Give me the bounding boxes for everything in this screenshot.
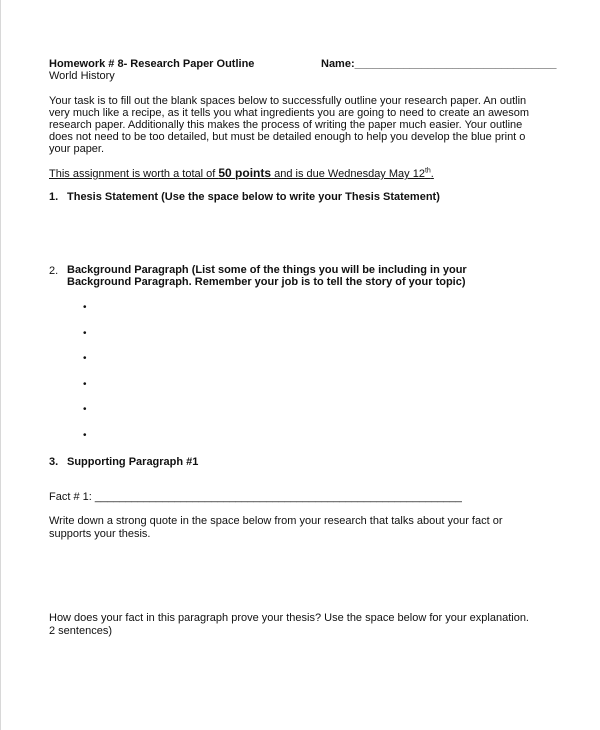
assignment-prefix: This assignment is worth a total of <box>49 168 219 180</box>
bullet-point: • <box>83 379 87 390</box>
assignment-statement <box>49 166 448 180</box>
assignment-points: 50 points <box>218 166 272 180</box>
section-1-number: 1. <box>49 191 59 203</box>
section-3-number: 3. <box>49 456 59 468</box>
section-1-title: Thesis Statement (Use the space below to write your Thesis Statement) <box>67 191 440 203</box>
bullet-point: • <box>83 404 87 415</box>
intro-line: research paper. Additionally this makes the process of writing the paper much easier. Your outline <box>49 119 523 131</box>
quote-instruction-line: Write down a strong quote in the space below from your research that talks about your fact or <box>49 515 503 527</box>
prove-instruction-line: How does your fact in this paragraph prove your thesis? Use the space below for your explanation. <box>49 612 529 624</box>
intro-line: Your task is to fill out the blank spaces below to successfully outline your research paper. An outlin <box>49 95 527 107</box>
bullet-point: • <box>83 328 87 339</box>
intro-line: your paper. <box>49 143 105 155</box>
document-title: Homework # 8- Research Paper Outline <box>49 58 255 70</box>
prove-instruction-line: 2 sentences) <box>49 625 112 637</box>
bullet-point: • <box>83 353 87 364</box>
intro-line: does not need to be too detailed, but must be detailed enough to help you develop the blue print o <box>49 131 526 143</box>
assignment-due: and is due Wednesday May 12 <box>271 168 425 180</box>
fact-field-label: Fact # 1: ____________________________________________________________ <box>49 491 462 503</box>
quote-instruction-line: supports your thesis. <box>49 528 151 540</box>
bullet-point: • <box>83 302 87 313</box>
assignment-suffix: . <box>430 168 434 180</box>
document-subtitle: World History <box>49 70 115 82</box>
name-field-label: Name:_________________________________ <box>321 58 557 70</box>
assignment-superscript: th <box>424 167 431 175</box>
section-2-title-line1: Background Paragraph (List some of the things you will be including in your <box>67 264 467 276</box>
section-3-title: Supporting Paragraph #1 <box>67 456 199 468</box>
section-2-title-line2: Background Paragraph. Remember your job is to tell the story of your topic) <box>67 276 466 288</box>
section-2-number: 2. <box>49 265 59 277</box>
intro-line: very much like a recipe, as it tells you what ingredients you are going to need to create an awesom <box>49 107 529 119</box>
bullet-point: • <box>83 430 87 441</box>
